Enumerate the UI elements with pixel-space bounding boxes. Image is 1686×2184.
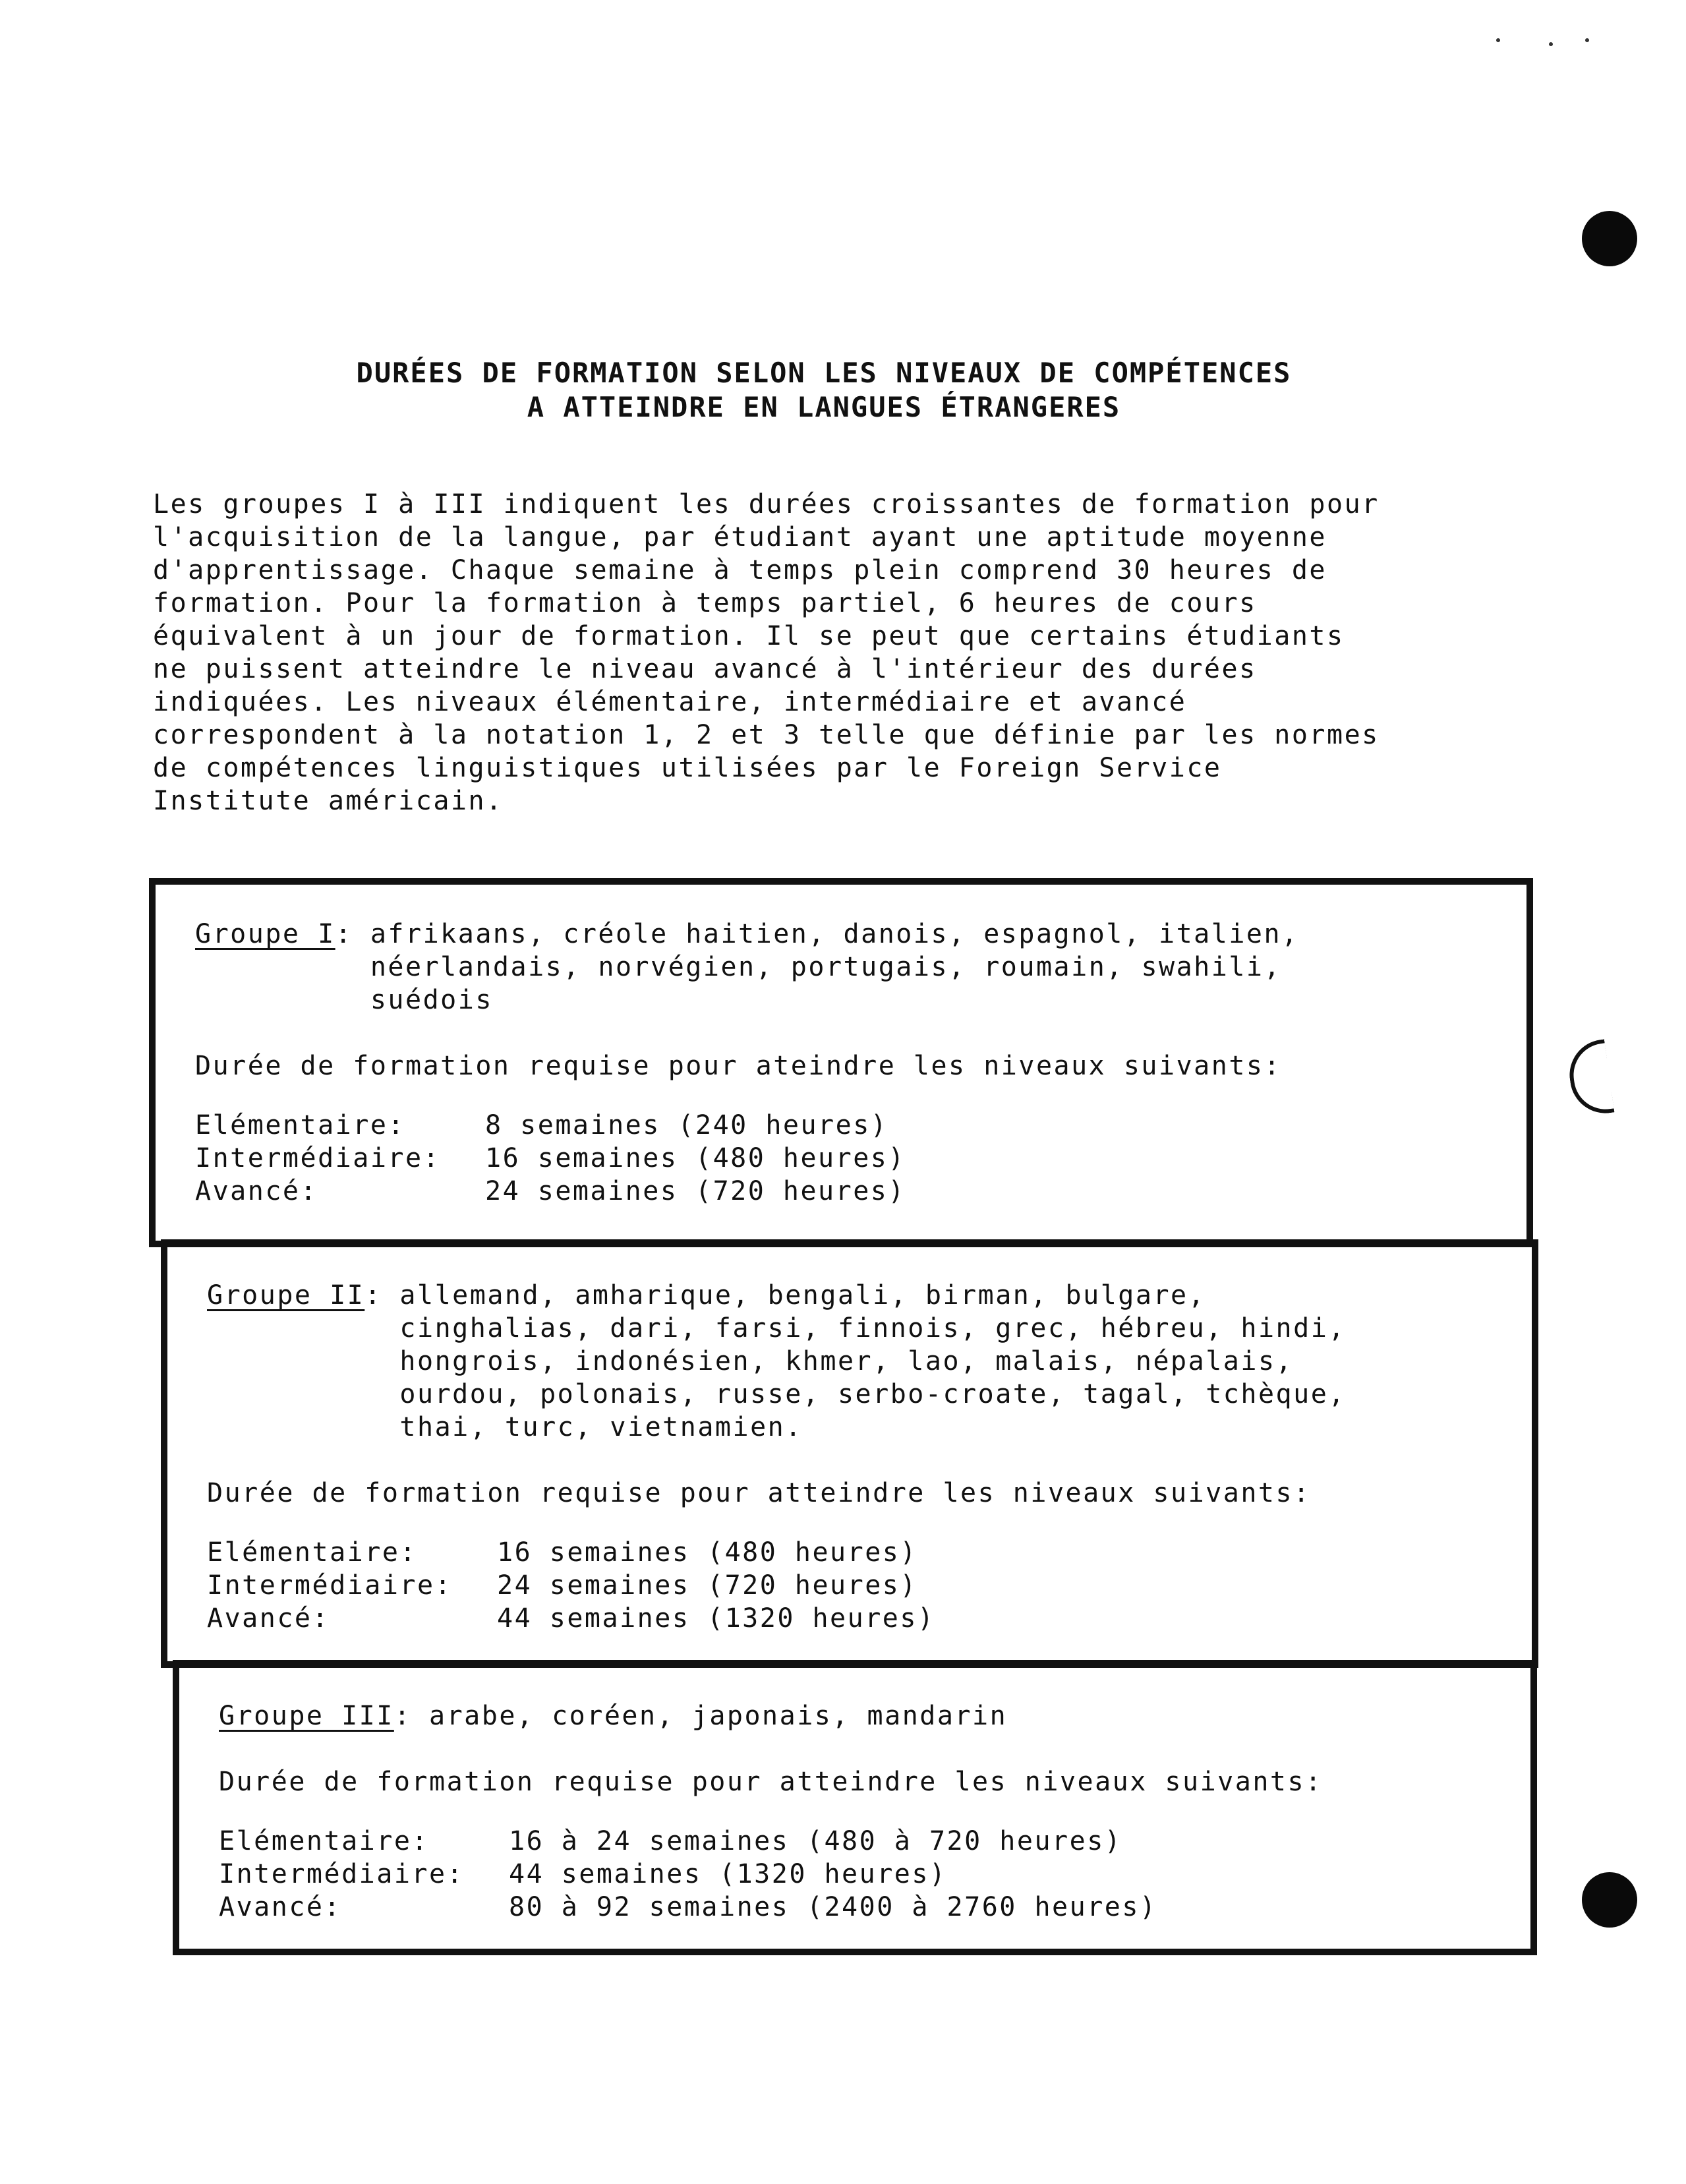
level-duration: 16 semaines (480 heures) xyxy=(485,1143,906,1173)
scan-mark xyxy=(1565,1039,1614,1117)
group-name: Groupe I xyxy=(195,919,335,949)
group-colon: : xyxy=(335,919,370,949)
level-duration: 44 semaines (1320 heures) xyxy=(497,1603,935,1634)
group-requirement: Durée de formation requise pour atteindre les niveaux suivants: xyxy=(219,1767,1323,1797)
level-name: Avancé: xyxy=(219,1892,342,1922)
level-duration: 8 semaines (240 heures) xyxy=(485,1110,888,1140)
level-name: Elémentaire: xyxy=(195,1110,405,1140)
level-duration: 16 à 24 semaines (480 à 720 heures) xyxy=(509,1826,1122,1856)
level-duration: 24 semaines (720 heures) xyxy=(485,1176,906,1206)
level-duration: 80 à 92 semaines (2400 à 2760 heures) xyxy=(509,1892,1157,1922)
level-name: Intermédiaire: xyxy=(219,1859,465,1889)
group-header xyxy=(207,1279,1492,1444)
group-name: Groupe III xyxy=(219,1701,394,1731)
level-duration: 24 semaines (720 heures) xyxy=(497,1570,917,1601)
intro-paragraph: Les groupes I à III indiquent les durées croissantes de formation pour l'acquisition de la langue, par étudiant ayant une aptitude moyenne d'apprentissage. Chaque semaine à temps plein comprend 30 heures de formation. Pour la formation à temps partiel, 6 heures de cours équivalent à un jour de formation. Il se peut que certains étudiants ne puissent atteindre le niveau avancé à l'intérieur des durées indiquées. Les niveaux élémentaire, intermédiaire et avancé correspondent à la notation 1, 2 et 3 telle que définie par les normes de compétences linguistiques utilisées par le Foreign Service Institute américain. xyxy=(153,489,1380,816)
level-list xyxy=(195,1109,1487,1208)
group-name: Groupe II xyxy=(207,1280,365,1311)
punch-hole-bottom xyxy=(1582,1872,1637,1928)
scan-speck xyxy=(1585,38,1589,42)
level-name: Elémentaire: xyxy=(207,1537,417,1568)
group-colon: : xyxy=(364,1280,400,1311)
level-name: Avancé: xyxy=(207,1603,330,1634)
level-name: Intermédiaire: xyxy=(195,1143,441,1173)
punch-hole-top xyxy=(1582,211,1637,266)
scan-speck xyxy=(1496,38,1500,42)
group-languages: afrikaans, créole haitien, danois, espagnol, italien, néerlandais, norvégien, portugais, roumain, swahili, suédois xyxy=(370,919,1299,1015)
level-row xyxy=(219,1825,1491,1858)
group-languages: allemand, amharique, bengali, birman, bulgare, cinghalias, dari, farsi, finnois, grec, hébreu, hindi, hongrois, indonésien, khmer, lao, malais, népalais, ourdou, polonais, russe, serbo-croate, tagal, tchèque, thai, turc, vietnamien. xyxy=(399,1280,1346,1442)
title-line-2: A ATTEINDRE EN LANGUES ÉTRANGERES xyxy=(527,391,1121,423)
level-name: Avancé: xyxy=(195,1176,318,1206)
level-name: Intermédiaire: xyxy=(207,1570,453,1601)
group-header xyxy=(195,918,1487,1017)
level-row xyxy=(207,1536,1492,1569)
level-row xyxy=(195,1175,1487,1208)
group-requirement: Durée de formation requise pour atteindre les niveaux suivants: xyxy=(207,1478,1311,1508)
group-box-3 xyxy=(173,1660,1537,1955)
level-row xyxy=(207,1569,1492,1602)
level-list xyxy=(207,1536,1492,1635)
title-line-1: DURÉES DE FORMATION SELON LES NIVEAUX DE COMPÉTENCES xyxy=(356,357,1292,389)
level-list xyxy=(219,1825,1491,1924)
level-row xyxy=(195,1109,1487,1142)
scan-speck xyxy=(1549,42,1553,46)
document-title xyxy=(0,356,1648,425)
level-duration: 44 semaines (1320 heures) xyxy=(509,1859,947,1889)
group-languages: arabe, coréen, japonais, mandarin xyxy=(429,1701,1008,1731)
level-name: Elémentaire: xyxy=(219,1826,429,1856)
level-row xyxy=(219,1891,1491,1924)
group-colon: : xyxy=(393,1701,429,1731)
group-box-2 xyxy=(161,1239,1538,1668)
level-row xyxy=(207,1602,1492,1635)
group-header xyxy=(219,1699,1491,1732)
level-row xyxy=(195,1142,1487,1175)
group-box-1 xyxy=(149,878,1533,1247)
level-row xyxy=(219,1858,1491,1891)
group-requirement: Durée de formation requise pour ateindre les niveaux suivants: xyxy=(195,1051,1282,1081)
level-duration: 16 semaines (480 heures) xyxy=(497,1537,917,1568)
